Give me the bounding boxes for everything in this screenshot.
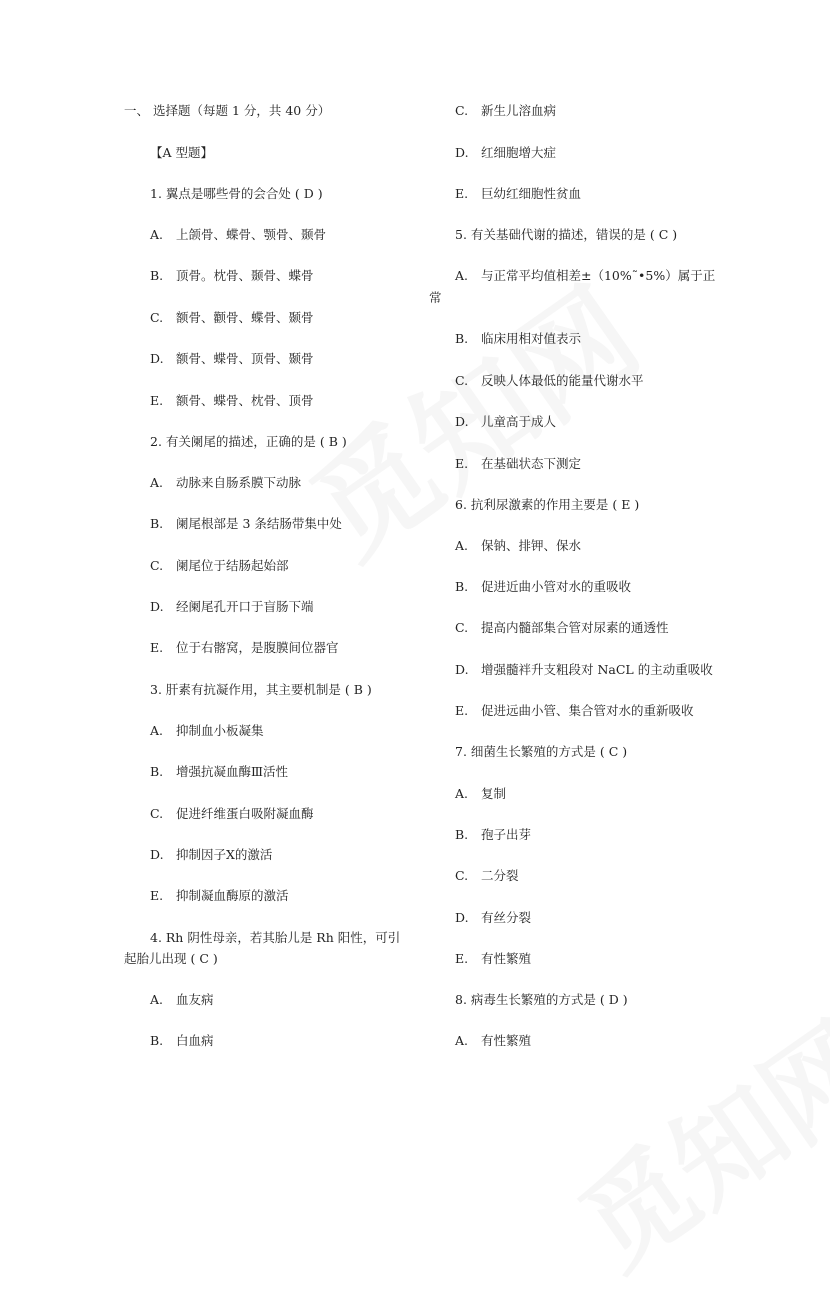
q6-option-b: B. 促进近曲小管对水的重吸收 [455,579,632,594]
q6-option-d: D. 增强髓袢升支粗段对 NaCL 的主动重吸收 [455,662,713,677]
q5-option-d: D. 儿童高于成人 [455,414,557,429]
q2-option-e: E. 位于右髂窝，是腹膜间位器官 [150,640,339,655]
q1-option-c: C. 额骨、颧骨、蝶骨、颞骨 [150,310,314,325]
q2-option-d: D. 经阑尾孔开口于盲肠下端 [150,599,314,614]
q2-option-b: B. 阑尾根部是 3 条结肠带集中处 [150,516,342,531]
q3-stem: 3. 肝素有抗凝作用，其主要机制是 ( B ) [150,682,372,697]
q7-option-a: A. 复制 [455,786,507,801]
q1-option-b: B. 顶骨。枕骨、颞骨、蝶骨 [150,268,314,283]
q4-stem-line2: 起胎儿出现 ( C ) [124,951,218,966]
q7-option-c: C. 二分裂 [455,868,519,883]
q7-stem: 7. 细菌生长繁殖的方式是 ( C ) [455,744,628,759]
q3-option-e: E. 抑制凝血酶原的激活 [150,888,289,903]
q4-stem-line1: 4. Rh 阴性母亲，若其胎儿是 Rh 阳性，可引 [150,930,401,945]
q3-option-c: C. 促进纤维蛋白吸附凝血酶 [150,806,314,821]
section-heading: 一、 选择题（每题 1 分，共 40 分） [124,103,331,118]
q1-option-e: E. 额骨、蝶骨、枕骨、顶骨 [150,393,314,408]
q5-option-c: C. 反映人体最低的能量代谢水平 [455,373,644,388]
q4-option-d: D. 红细胞增大症 [455,145,557,160]
q7-option-b: B. 孢子出芽 [455,827,532,842]
q3-option-b: B. 增强抗凝血酶Ⅲ活性 [150,764,289,779]
q5-option-a-continued: 常 [429,290,442,305]
q4-option-a: A. 血友病 [150,992,214,1007]
q2-option-c: C. 阑尾位于结肠起始部 [150,558,289,573]
q1-stem: 1. 翼点是哪些骨的会合处 ( D ) [150,186,323,201]
q7-option-d: D. 有丝分裂 [455,910,532,925]
q5-stem: 5. 有关基础代谢的描述，错误的是 ( C ) [455,227,678,242]
q6-option-e: E. 促进远曲小管、集合管对水的重新吸收 [455,703,694,718]
q5-option-a: A. 与正常平均值相差±（10%˜•5%）属于正 [455,268,716,283]
q5-option-e: E. 在基础状态下测定 [455,456,582,471]
type-heading: 【A 型题】 [150,145,214,160]
q4-option-e: E. 巨幼红细胞性贫血 [455,186,582,201]
q1-option-a: A. 上颌骨、蝶骨、颚骨、颞骨 [150,227,327,242]
q8-option-a: A. 有性繁殖 [455,1033,532,1048]
q1-option-d: D. 额骨、蝶骨、顶骨、颞骨 [150,351,314,366]
watermark-bottom [545,980,830,1298]
q5-option-b: B. 临床用相对值表示 [455,331,582,346]
q4-option-b: B. 白血病 [150,1033,214,1048]
q2-option-a: A. 动脉来自肠系膜下动脉 [150,475,302,490]
q7-option-e: E. 有性繁殖 [455,951,532,966]
q4-option-c: C. 新生儿溶血病 [455,103,557,118]
q3-option-a: A. 抑制血小板凝集 [150,723,264,738]
q6-option-c: C. 提高内髓部集合管对尿素的通透性 [455,620,669,635]
q6-stem: 6. 抗利尿激素的作用主要是 ( E ) [455,497,640,512]
q6-option-a: A. 保钠、排钾、保水 [455,538,582,553]
q3-option-d: D. 抑制因子Ⅹ的激活 [150,847,273,862]
q2-stem: 2. 有关阑尾的描述，正确的是 ( B ) [150,434,347,449]
q8-stem: 8. 病毒生长繁殖的方式是 ( D ) [455,992,628,1007]
